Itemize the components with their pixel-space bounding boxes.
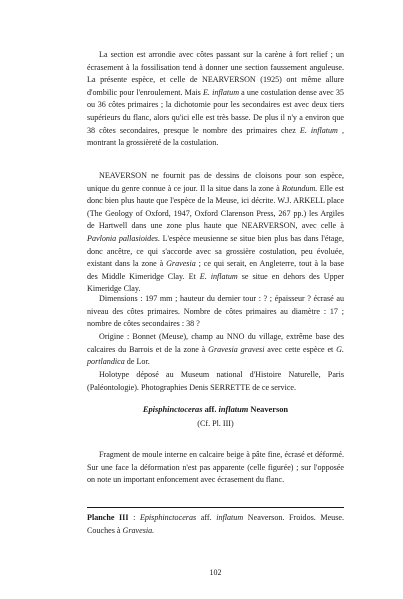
italic-run: Pavlonia pallasioides. [87,233,160,243]
text-run: L'espèce meusienne se situe bien plus bas dans l'étage, donc ancêtre, ce qui s'accorde avec sa grossière costulation, peu évoluée, existant dans la zone à [87,233,344,269]
paragraph-dimensions [87,293,344,331]
text-run: Holotype déposé au Museum national d'Histoire Naturelle, Paris (Paléontologie). Photographies Denis SERRETTE de ce service. [87,370,344,392]
text-run: avec cette espèce et [264,344,337,354]
text-run: de Lor. [124,357,150,367]
italic-run: Episphinctoceras [142,405,203,414]
plate-caption [87,512,344,537]
text-run: Dimensions : 197 mm ; hauteur du dernier tour : ? ; épaisseur ? écrasé au niveau des côtes primaires. Nombre de côtes primaires au diamètre : 17 ; nombre de côtes secondaires : 38 ? [87,294,344,329]
italic-run: G. portlandica [87,344,345,367]
text-run: Origine : Bonnet (Meuse), champ au NNO du village, extrême base des calcaires du Barrois et de la zone à [87,332,344,354]
text-run: se situe en dehors des Upper Kimeridge Clay. [87,271,344,294]
italic-run: Gravesia [166,259,196,269]
italic-run: E. inflatum [202,87,240,97]
text-run: , montrant la grossièreté de la costulation. [87,125,344,148]
caption-divider [87,507,344,508]
page-number: 102 [209,568,222,577]
text-run: : [128,513,140,522]
italic-run: inflatum [218,405,249,414]
paragraph-fragment-description [87,449,344,487]
plate-reference [87,418,344,431]
text-run: a une costulation dense avec 35 ou 36 côtes primaires ; la dichotomie pour les secondaires est avec deux tiers supérieurs du flanc, alors qu'ici elle est très basse. De plus il n'y a environ que 38 côtes secondaires, presque le nombre des primaires chez [87,87,344,135]
text-run: Neaverson [248,405,289,414]
text-run: Fragment de moule interne en calcaire beige à pâte fine, écrasé et déformé. Sur une face la déformation n'est pas apparente (celle figurée) ; sur l'opposée on note un important enfoncement avec écrasement du flanc. [87,450,344,485]
document-page [87,0,344,599]
paragraph-section-description [87,49,344,150]
text-run: La section est arrondie avec côtes passant sur la carène à fort relief ; un écrasement à la fossilisation tend à donner une section faussement anguleuse. La présente espèce, et celle de NEARVERSON (1925) ont même allure d'ombilic pour l'enroulement. Mais [87,50,344,97]
text-run: Elle est donc bien plus haute que l'espèce de la Meuse, ici décrite. W.J. ARKELL place (The Geology of Oxford, 1947, Oxford Clarenson Press, 267 pp.) les Argiles de Hartwell dans une zone plus haute que NEARVERSON, avec celle à [87,183,345,231]
bold-run: Planche III [87,513,129,522]
italic-run: Gravesia gravesi [208,344,265,354]
italic-run: inflatum [216,513,244,522]
text-run: ; ce qui serait, en Angleterre, tout à la base des Middle Kimeridge Clay. Et [87,259,344,281]
italic-run: Gravesia. [122,525,155,535]
text-run: aff. [202,405,219,414]
paragraph-origin [87,331,344,369]
paragraph-neaverson-comparison [87,170,344,296]
text-run: NEAVERSON ne fournit pas de dessins de cloisons pour son espèce, unique du genre connue à ce jour. Il la situe dans la zone à [87,171,344,193]
text-run: (Cf. Pl. III) [197,419,234,428]
text-run: Neaverson. Froidos. Meuse. Couches à [87,513,344,535]
italic-run: E. inflatum [299,125,338,135]
paragraph-holotype [87,369,344,394]
species-heading [87,404,344,417]
text-run: aff. [196,513,217,522]
italic-run: Episphinctoceras [139,513,197,522]
italic-run: Rotundum. [282,183,318,193]
italic-run: E. inflatum [199,271,238,281]
